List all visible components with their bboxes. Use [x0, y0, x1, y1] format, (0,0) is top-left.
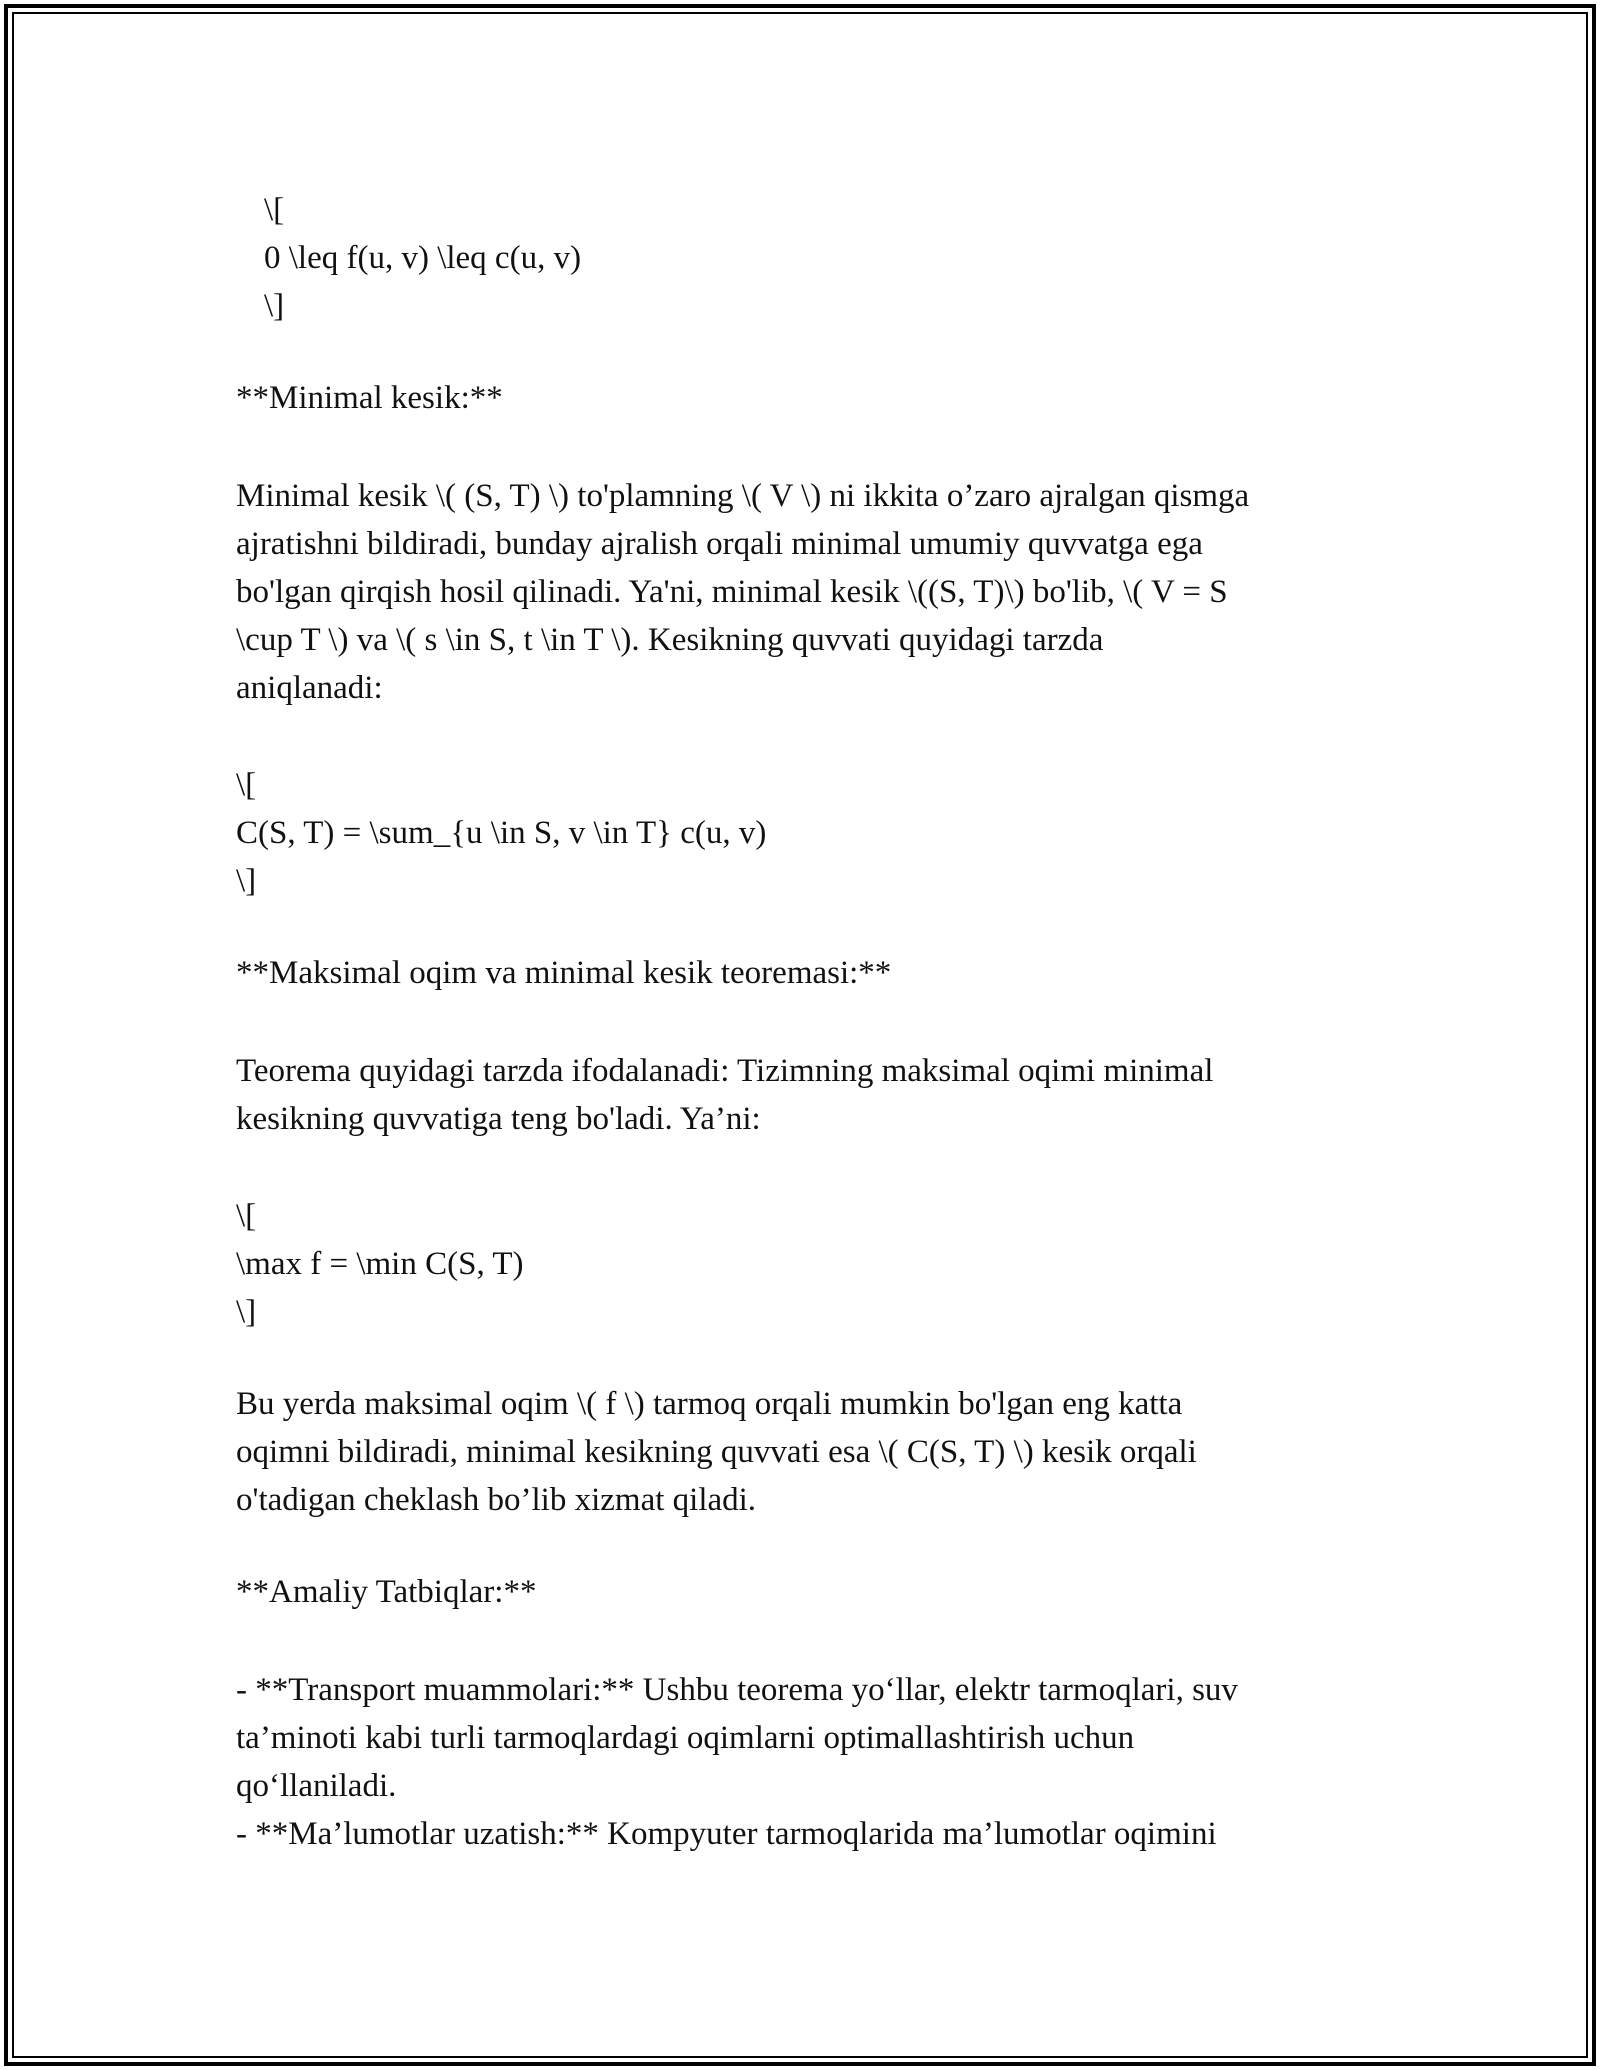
formula-text: C(S, T) = \sum_{u \in S, v \in T} c(u, v)	[236, 815, 767, 851]
paragraph-line: ajratishni bildiradi, bunday ajralish orqali minimal umumiy quvvatga ega	[236, 526, 1203, 562]
heading-applications: **Amaliy Tatbiqlar:**	[236, 1574, 537, 1610]
paragraph-line: Bu yerda maksimal oqim \( f \) tarmoq orqali mumkin bo'lgan eng katta	[236, 1386, 1183, 1422]
formula-close: \]	[236, 1294, 257, 1330]
formula-block-max-flow-min-cut	[236, 1192, 1376, 1336]
formula-block-cut-capacity	[236, 761, 1376, 905]
paragraph-line: bo'lgan qirqish hosil qilinadi. Ya'ni, minimal kesik \((S, T)\) bo'lib, \( V = S	[236, 574, 1228, 610]
formula-open: \[	[236, 767, 257, 803]
formula-close: \]	[264, 288, 285, 324]
paragraph-line: oqimni bildiradi, minimal kesikning quvvati esa \( C(S, T) \) kesik orqali	[236, 1434, 1197, 1470]
list-item: - **Ma’lumotlar uzatish:** Kompyuter tarmoqlarida ma’lumotlar oqimini	[236, 1816, 1217, 1852]
formula-text: \max f = \min C(S, T)	[236, 1246, 524, 1282]
formula-open: \[	[236, 1198, 257, 1234]
document-body	[236, 186, 1376, 1858]
list-item: - **Transport muammolari:** Ushbu teorema yo‘llar, elektr tarmoqlari, suv	[236, 1672, 1238, 1708]
heading-minimal-cut: **Minimal kesik:**	[236, 380, 503, 416]
paragraph-line: o'tadigan cheklash bo’lib xizmat qiladi.	[236, 1482, 757, 1518]
paragraph-line: Minimal kesik \( (S, T) \) to'plamning \( V \) ni ikkita o’zaro ajralgan qismga	[236, 478, 1250, 514]
list-item: qo‘llaniladi.	[236, 1768, 397, 1804]
paragraph-line: \cup T \) va \( s \in S, t \in T \). Kesikning quvvati quyidagi tarzda	[236, 622, 1104, 658]
formula-close: \]	[236, 863, 257, 899]
paragraph-line: Teorema quyidagi tarzda ifodalanadi: Tizimning maksimal oqimi minimal	[236, 1053, 1214, 1089]
formula-open: \[	[264, 192, 285, 228]
formula-block-constraint	[236, 186, 1376, 330]
heading-theorem: **Maksimal oqim va minimal kesik teoremasi:**	[236, 955, 892, 991]
paragraph-line: aniqlanadi:	[236, 670, 383, 706]
paragraph-line: kesikning quvvatiga teng bo'ladi. Ya’ni:	[236, 1101, 761, 1137]
paragraph-explanation	[236, 1380, 1376, 1524]
formula-text: 0 \leq f(u, v) \leq c(u, v)	[264, 240, 582, 276]
paragraph-minimal-cut	[236, 472, 1376, 712]
paragraph-theorem	[236, 1047, 1376, 1143]
list-item: ta’minoti kabi turli tarmoqlardagi oqimlarni optimallashtirish uchun	[236, 1720, 1135, 1756]
list-applications	[236, 1666, 1376, 1858]
